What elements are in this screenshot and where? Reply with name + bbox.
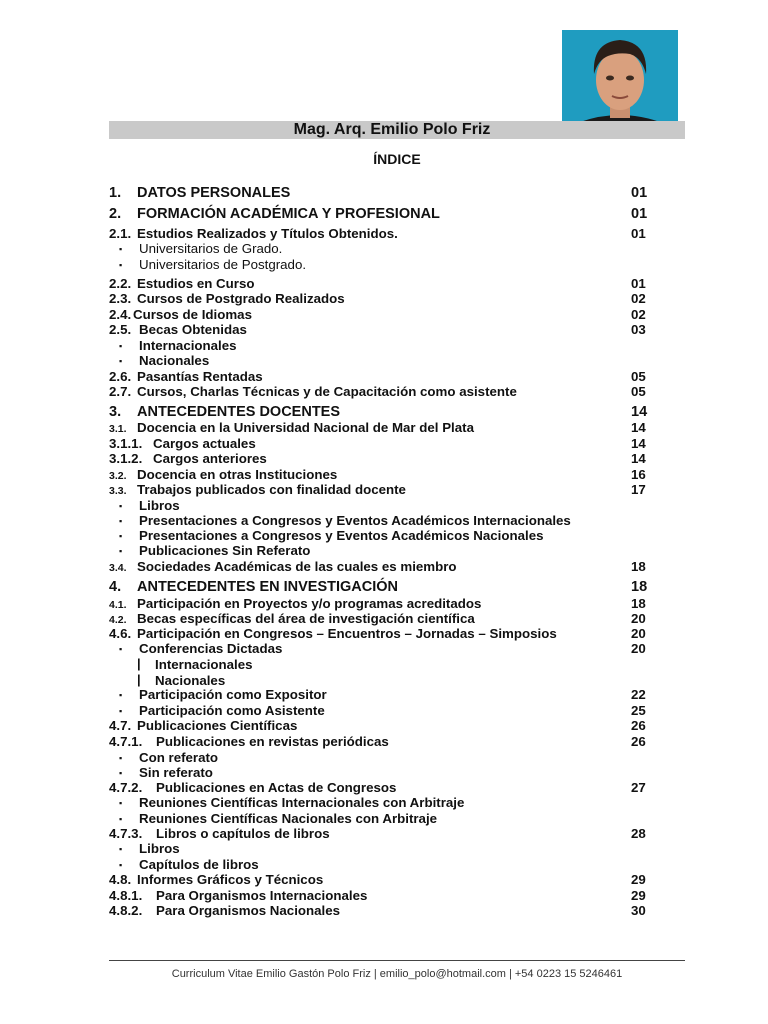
toc-entry-title: Sociedades Académicas de las cuales es miembro xyxy=(137,559,457,574)
toc-bullet: ▪ xyxy=(119,814,123,824)
toc-entry xyxy=(109,841,649,857)
toc-page-number: 18 xyxy=(631,559,646,574)
toc-entry xyxy=(109,734,649,750)
toc-entry xyxy=(109,403,649,421)
toc-entry xyxy=(109,482,649,498)
toc-page-number: 28 xyxy=(631,826,646,841)
footer-divider xyxy=(109,960,685,961)
toc-page-number: 14 xyxy=(631,404,648,420)
toc-entry xyxy=(109,276,649,292)
toc-entry-number: 4.8.1. xyxy=(109,888,143,903)
toc-entry xyxy=(109,436,649,452)
toc-entry-title: Nacionales xyxy=(155,673,226,688)
toc-entry xyxy=(109,528,649,544)
toc-entry-number: 2.6. xyxy=(109,369,132,384)
toc-page-number: 16 xyxy=(631,467,646,482)
toc-page-number: 29 xyxy=(631,872,646,887)
toc-entry xyxy=(109,903,649,919)
toc-entry xyxy=(109,467,649,483)
toc-entry xyxy=(109,765,649,781)
toc-entry-title: Participación como Expositor xyxy=(139,687,327,702)
toc-entry-title: DATOS PERSONALES xyxy=(137,185,291,201)
toc-bullet: ▪ xyxy=(119,844,123,854)
toc-entry-title: Estudios en Curso xyxy=(137,276,255,291)
toc-entry-number: 4.7.1. xyxy=(109,734,143,749)
toc-page-number: 25 xyxy=(631,703,646,718)
toc-page-number: 02 xyxy=(631,307,646,322)
toc-bullet: ▪ xyxy=(119,768,123,778)
toc-entry xyxy=(109,888,649,904)
toc-entry xyxy=(109,257,649,273)
toc-bullet: ▪ xyxy=(119,516,123,526)
toc-entry-number: 4.8. xyxy=(109,872,132,887)
toc-entry xyxy=(109,451,649,467)
toc-entry-title: Universitarios de Postgrado. xyxy=(139,257,307,272)
toc-entry-title: Cargos anteriores xyxy=(153,451,267,466)
toc-entry xyxy=(109,420,649,436)
toc-entry xyxy=(109,338,649,354)
toc-entry-number: 1. xyxy=(109,185,122,201)
toc-page-number: 20 xyxy=(631,626,646,641)
toc-page-number: 05 xyxy=(631,369,646,384)
toc-entry-number: 4.7.2. xyxy=(109,780,143,795)
toc-entry-number: 4.8.2. xyxy=(109,903,143,918)
toc-page-number: 14 xyxy=(631,451,646,466)
toc-page-number: 02 xyxy=(631,291,646,306)
toc-entry-title: Libros o capítulos de libros xyxy=(156,826,330,841)
toc-entry-title: ANTECEDENTES DOCENTES xyxy=(137,404,341,420)
toc-entry-title: Cargos actuales xyxy=(153,436,256,451)
toc-entry xyxy=(109,559,649,575)
toc-bullet: ▪ xyxy=(119,860,123,870)
toc-entry-title: Becas Obtenidas xyxy=(139,322,247,337)
toc-entry-number: 3.4. xyxy=(109,562,127,574)
toc-entry-title: Cursos de Idiomas xyxy=(133,307,252,322)
toc-entry-title: Pasantías Rentadas xyxy=(137,369,263,384)
toc-entry-title: Docencia en otras Instituciones xyxy=(137,467,338,482)
toc-page-number: 01 xyxy=(631,226,646,241)
toc-entry xyxy=(109,611,649,627)
index-title: ÍNDICE xyxy=(373,151,421,167)
toc-entry xyxy=(109,578,649,596)
toc-page-number: 01 xyxy=(631,185,648,201)
toc-bullet: ▪ xyxy=(119,260,123,270)
toc-entry-number: 4.2. xyxy=(109,614,127,626)
toc-entry-title: Capítulos de libros xyxy=(139,857,259,872)
toc-entry-title: Libros xyxy=(139,498,180,513)
toc-entry-title: Participación como Asistente xyxy=(139,703,325,718)
toc-entry xyxy=(109,641,649,657)
toc-page-number: 22 xyxy=(631,687,646,702)
toc-bullet: ▪ xyxy=(119,706,123,716)
toc-bullet: ▪ xyxy=(119,753,123,763)
toc-entry-title: ANTECEDENTES EN INVESTIGACIÓN xyxy=(137,579,399,595)
toc-entry-number: 2.2. xyxy=(109,276,132,291)
toc-entry xyxy=(109,226,649,242)
toc-entry-title: Publicaciones en Actas de Congresos xyxy=(156,780,397,795)
toc-entry-title: Publicaciones Científicas xyxy=(137,718,298,733)
toc-entry-number: 3.1.2. xyxy=(109,451,143,466)
toc-bullet: | xyxy=(137,656,141,671)
toc-page-number: 26 xyxy=(631,734,646,749)
toc-entry-title: Cursos, Charlas Técnicas y de Capacitación como asistente xyxy=(137,384,517,399)
toc-entry xyxy=(109,513,649,529)
toc-page-number: 27 xyxy=(631,780,646,795)
toc-bullet: | xyxy=(137,672,141,687)
toc-page-number: 01 xyxy=(631,276,646,291)
toc-entry-title: Sin referato xyxy=(139,765,213,780)
toc-entry xyxy=(109,750,649,766)
toc-bullet: ▪ xyxy=(119,501,123,511)
toc-entry-title: Reuniones Científicas Internacionales con Arbitraje xyxy=(139,795,465,810)
toc-entry xyxy=(109,596,649,612)
toc-entry-title: Libros xyxy=(139,841,180,856)
toc-entry-title: Nacionales xyxy=(139,353,210,368)
toc-bullet: ▪ xyxy=(119,531,123,541)
toc-bullet: ▪ xyxy=(119,341,123,351)
toc-entry-number: 3.1.1. xyxy=(109,436,143,451)
toc-entry-title: Conferencias Dictadas xyxy=(139,641,283,656)
toc-entry-number: 2.3. xyxy=(109,291,132,306)
toc-page-number: 20 xyxy=(631,641,646,656)
toc-page-number: 05 xyxy=(631,384,646,399)
toc-entry-title: Publicaciones Sin Referato xyxy=(139,543,311,558)
toc-entry xyxy=(109,291,649,307)
toc-entry xyxy=(109,857,649,873)
toc-entry xyxy=(109,369,649,385)
toc-entry-number: 3.3. xyxy=(109,485,127,497)
toc-entry xyxy=(109,687,649,703)
toc-entry xyxy=(109,656,649,672)
toc-entry xyxy=(109,384,649,400)
toc-entry-number: 2.1. xyxy=(109,226,132,241)
toc-entry xyxy=(109,811,649,827)
toc-page-number: 20 xyxy=(631,611,646,626)
toc-page-number: 29 xyxy=(631,888,646,903)
toc-entry-title: Presentaciones a Congresos y Eventos Académicos Nacionales xyxy=(139,528,544,543)
toc-entry-title: Publicaciones en revistas periódicas xyxy=(156,734,389,749)
toc-bullet: ▪ xyxy=(119,690,123,700)
author-name: Mag. Arq. Emilio Polo Friz xyxy=(293,121,491,138)
toc-bullet: ▪ xyxy=(119,356,123,366)
toc-entry-number: 4. xyxy=(109,579,122,595)
toc-entry xyxy=(109,826,649,842)
toc-entry-number: 3. xyxy=(109,404,122,420)
toc-entry xyxy=(109,498,649,514)
toc-entry-title: Con referato xyxy=(139,750,219,765)
toc-entry-title: Para Organismos Nacionales xyxy=(156,903,341,918)
toc-entry xyxy=(109,672,649,688)
toc-page-number: 26 xyxy=(631,718,646,733)
toc-entry-title: Universitarios de Grado. xyxy=(139,241,283,256)
toc-entry xyxy=(109,872,649,888)
toc-page-number: 18 xyxy=(631,579,648,595)
toc-entry-number: 4.7.3. xyxy=(109,826,143,841)
footer-contact: Curriculum Vitae Emilio Gastón Polo Friz | emilio_polo@hotmail.com | +54 0223 15 5246461 xyxy=(171,968,623,980)
toc-entry-title: Internacionales xyxy=(139,338,237,353)
toc-page-number: 14 xyxy=(631,420,646,435)
toc-entry-title: Presentaciones a Congresos y Eventos Académicos Internacionales xyxy=(139,513,571,528)
toc-entry xyxy=(109,322,649,338)
toc-entry-number: 3.1. xyxy=(109,423,127,435)
toc-entry-title: FORMACIÓN ACADÉMICA Y PROFESIONAL xyxy=(137,206,440,222)
toc-bullet: ▪ xyxy=(119,798,123,808)
toc-entry-title: Trabajos publicados con finalidad docente xyxy=(137,482,406,497)
toc-entry xyxy=(109,307,649,323)
toc-entry xyxy=(109,353,649,369)
toc-page-number: 30 xyxy=(631,903,646,918)
toc-entry-number: 3.2. xyxy=(109,470,127,482)
toc-entry-number: 2.5. xyxy=(109,322,132,337)
toc-entry xyxy=(109,241,649,257)
toc-entry-number: 2.7. xyxy=(109,384,132,399)
toc-entry xyxy=(109,184,649,202)
toc-page-number: 03 xyxy=(631,322,646,337)
toc-entry-title: Informes Gráficos y Técnicos xyxy=(137,872,324,887)
toc-entry-title: Estudios Realizados y Títulos Obtenidos. xyxy=(137,226,398,241)
toc-entry-title: Participación en Congresos – Encuentros – Jornadas – Simposios xyxy=(137,626,557,641)
toc-entry-title: Para Organismos Internacionales xyxy=(156,888,368,903)
toc-page-number: 14 xyxy=(631,436,646,451)
toc-page-number: 01 xyxy=(631,206,648,222)
toc-entry xyxy=(109,718,649,734)
toc-page-number: 18 xyxy=(631,596,646,611)
toc-bullet: ▪ xyxy=(119,644,123,654)
toc-entry-title: Participación en Proyectos y/o programas acreditados xyxy=(137,596,482,611)
toc-entry-number: 4.7. xyxy=(109,718,132,733)
toc-entry xyxy=(109,795,649,811)
toc-bullet: ▪ xyxy=(119,546,123,556)
toc-entry-title: Docencia en la Universidad Nacional de Mar del Plata xyxy=(137,420,474,435)
toc-bullet: ▪ xyxy=(119,244,123,254)
toc-page-number: 17 xyxy=(631,482,646,497)
toc-entry-number: 2. xyxy=(109,206,122,222)
toc-entry-title: Reuniones Científicas Nacionales con Arbitraje xyxy=(139,811,438,826)
toc-entry-number: 4.1. xyxy=(109,599,127,611)
toc-entry xyxy=(109,205,649,223)
toc-entry-title: Internacionales xyxy=(155,657,253,672)
toc-entry xyxy=(109,543,649,559)
toc-entry xyxy=(109,626,649,642)
toc-entry-number: 4.6. xyxy=(109,626,132,641)
toc-entry xyxy=(109,780,649,796)
toc-entry-number: 2.4. xyxy=(109,307,132,322)
toc-entry xyxy=(109,703,649,719)
toc-entry-title: Cursos de Postgrado Realizados xyxy=(137,291,345,306)
toc-entry-title: Becas específicas del área de investigación científica xyxy=(137,611,475,626)
